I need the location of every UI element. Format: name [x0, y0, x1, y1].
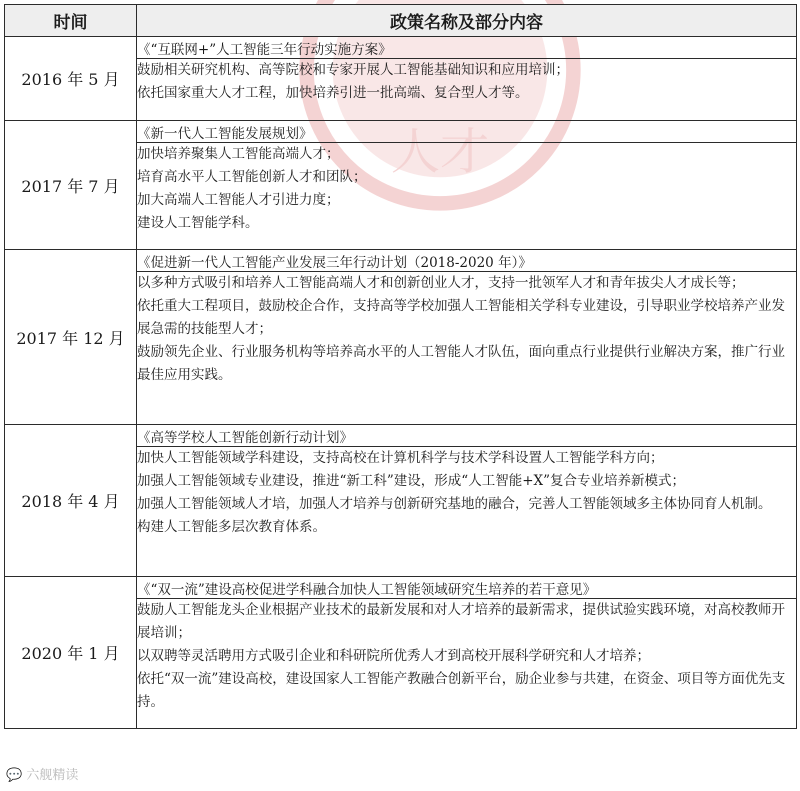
- policy-item: 鼓励领先企业、行业服务机构等培养高水平的人工智能人才队伍，面向重点行业提供行业解决方案，推广行业最佳应用实践。: [137, 344, 785, 383]
- policy-table: [4, 4, 797, 729]
- policy-item: 加大高端人工智能人才引进力度；: [137, 192, 340, 208]
- policy-item: 加强人工智能领域专业建设，推进“新工科”建设，形成“人工智能+X”复合专业培养新模式；: [137, 473, 686, 489]
- seal-text: 人才: [390, 122, 490, 181]
- policy-item: 以双聘等灵活聘用方式吸引企业和科研院所优秀人才到高校开展科学研究和人才培养；: [137, 648, 650, 664]
- policy-date: 2017 年 7 月: [5, 121, 137, 250]
- policy-item: 依托“双一流”建设高校，建设国家人工智能产教融合创新平台，励企业参与共建，在资金、项目等方面优先支持。: [137, 671, 786, 710]
- policy-title: 《“互联网+”人工智能三年行动实施方案》: [137, 37, 797, 59]
- policy-title-row: [5, 37, 797, 59]
- policy-item: 以多种方式吸引和培养人工智能高端人才和创新创业人才，支持一批领军人才和青年拔尖人才成长等；: [137, 275, 745, 291]
- policy-item: 依托重大工程项目，鼓励校企合作，支持高等学校加强人工智能相关学科专业建设，引导职业学校培养产业发展急需的技能型人才；: [137, 298, 785, 337]
- chat-bubble-icon: 💬: [6, 768, 23, 783]
- policy-item: 鼓励相关研究机构、高等院校和专家开展人工智能基础知识和应用培训；: [137, 62, 569, 78]
- policy-item: 构建人工智能多层次教育体系。: [137, 519, 326, 535]
- policy-item: 培育高水平人工智能创新人才和团队；: [137, 169, 367, 185]
- policy-item: 加快人工智能领域学科建设，支持高校在计算机科学与技术学科设置人工智能学科方向；: [137, 450, 664, 466]
- policy-item: 鼓励人工智能龙头企业根据产业技术的最新发展和对人才培养的最新需求，提供试验实践环境，对高校教师开展培训；: [137, 602, 785, 641]
- policy-items: [137, 59, 797, 121]
- policy-title: 《新一代人工智能发展规划》: [137, 121, 797, 143]
- policy-title: 《促进新一代人工智能产业发展三年行动计划（2018-2020 年）》: [137, 250, 797, 272]
- policy-title-row: [5, 577, 797, 599]
- policy-date: 2016 年 5 月: [5, 37, 137, 121]
- policy-items: [137, 599, 797, 729]
- policy-date: 2020 年 1 月: [5, 577, 137, 729]
- policy-items: [137, 272, 797, 425]
- date-column-header: 时间: [5, 5, 137, 37]
- policy-item: 建设人工智能学科。: [137, 215, 259, 231]
- brand-watermark: [6, 764, 78, 783]
- policy-items: [137, 447, 797, 577]
- content-column-header: 政策名称及部分内容: [137, 5, 797, 37]
- policy-date: 2017 年 12 月: [5, 250, 137, 425]
- policy-items: [137, 143, 797, 250]
- policy-date: 2018 年 4 月: [5, 425, 137, 577]
- policy-item: 加快培养聚集人工智能高端人才；: [137, 146, 340, 162]
- policy-item: 加强人工智能领域人才培，加强人才培养与创新研究基地的融合，完善人工智能领域多主体协同育人机制。: [137, 496, 772, 512]
- policy-item: 依托国家重大人才工程，加快培养引进一批高端、复合型人才等。: [137, 85, 529, 101]
- brand-text: 六舰精读: [26, 768, 79, 783]
- policy-title: 《“双一流”建设高校促进学科融合加快人工智能领域研究生培养的若干意见》: [137, 577, 797, 599]
- policy-title-row: [5, 425, 797, 447]
- table-header: [5, 5, 797, 37]
- policy-title: 《高等学校人工智能创新行动计划》: [137, 425, 797, 447]
- policy-title-row: [5, 250, 797, 272]
- policy-title-row: [5, 121, 797, 143]
